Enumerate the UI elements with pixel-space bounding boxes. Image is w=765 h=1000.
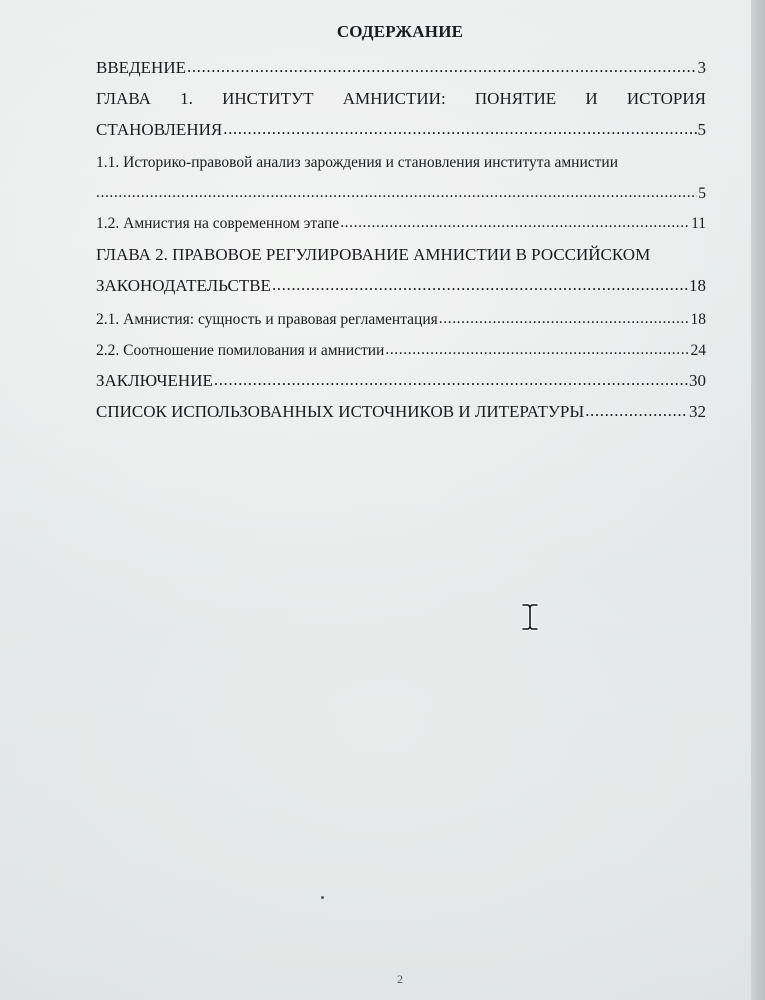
toc-entry-page: 5 (697, 120, 706, 139)
toc-entry-section-1-1-line-2[interactable] (96, 182, 706, 206)
toc-entry-page: 24 (690, 342, 706, 359)
toc-entry-label: ГЛАВА 1. ИНСТИТУТ АМНИСТИИ: ПОНЯТИЕ И ИСТОРИЯ (96, 89, 706, 108)
screen-edge (751, 0, 765, 1000)
toc-entry-chapter-1-line-2[interactable] (96, 118, 706, 142)
toc-entry-page: 3 (697, 58, 706, 77)
page-number: 2 (397, 972, 403, 986)
text-cursor-icon (520, 603, 540, 631)
toc-entry-label: 2.1. Амнистия: сущность и правовая регламентация (96, 311, 438, 328)
toc-leader-dots (385, 338, 689, 362)
toc-leader-dots (585, 399, 688, 423)
toc-title: СОДЕРЖАНИЕ (336, 22, 464, 41)
toc-entry-label: СПИСОК ИСПОЛЬЗОВАННЫХ ИСТОЧНИКОВ И ЛИТЕРАТУРЫ (96, 402, 585, 421)
toc-entry-section-1-1-line-1[interactable] (96, 151, 706, 175)
toc-entry-chapter-1-line-1[interactable] (96, 87, 706, 111)
dust-speck (321, 896, 324, 899)
toc-entry-label: ВВЕДЕНИЕ (96, 58, 186, 77)
toc-leader-dots (96, 181, 697, 205)
toc-entry-page: 18 (689, 276, 706, 295)
toc-leader-dots (439, 307, 690, 331)
toc-entry-label: СТАНОВЛЕНИЯ (96, 120, 223, 139)
toc-leader-dots (187, 55, 697, 79)
toc-entry-conclusion[interactable] (96, 369, 706, 393)
toc-entry-page: 11 (691, 215, 706, 232)
toc-entry-chapter-2-line-1[interactable] (96, 243, 706, 267)
toc-entry-label: ЗАКОНОДАТЕЛЬСТВЕ (96, 276, 271, 295)
toc-entry-label: ЗАКЛЮЧЕНИЕ (96, 371, 213, 390)
toc-entry-page: 5 (698, 185, 706, 202)
toc-leader-dots (223, 117, 696, 141)
toc-entry-page: 32 (689, 402, 706, 421)
toc-entry-page: 30 (689, 371, 706, 390)
toc-entry-page: 18 (690, 311, 706, 328)
toc-entry-introduction[interactable] (96, 56, 706, 80)
toc-entry-references[interactable] (96, 400, 706, 424)
toc-entry-label: 1.1. Историко-правовой анализ зарождения и становления института амнистии (96, 154, 618, 171)
toc-entry-label: 2.2. Соотношение помилования и амнистии (96, 342, 385, 359)
toc-leader-dots (214, 368, 688, 392)
toc-entry-section-1-2[interactable] (96, 212, 706, 236)
toc-entry-section-2-1[interactable] (96, 308, 706, 332)
toc-leader-dots (272, 273, 688, 297)
toc-entry-section-2-2[interactable] (96, 339, 706, 363)
toc-leader-dots (340, 211, 690, 235)
toc-entry-label: 1.2. Амнистия на современном этапе (96, 215, 340, 232)
toc-entry-chapter-2-line-2[interactable] (96, 274, 706, 298)
toc-entry-label: ГЛАВА 2. ПРАВОВОЕ РЕГУЛИРОВАНИЕ АМНИСТИИ В РОССИЙСКОМ (96, 245, 651, 264)
